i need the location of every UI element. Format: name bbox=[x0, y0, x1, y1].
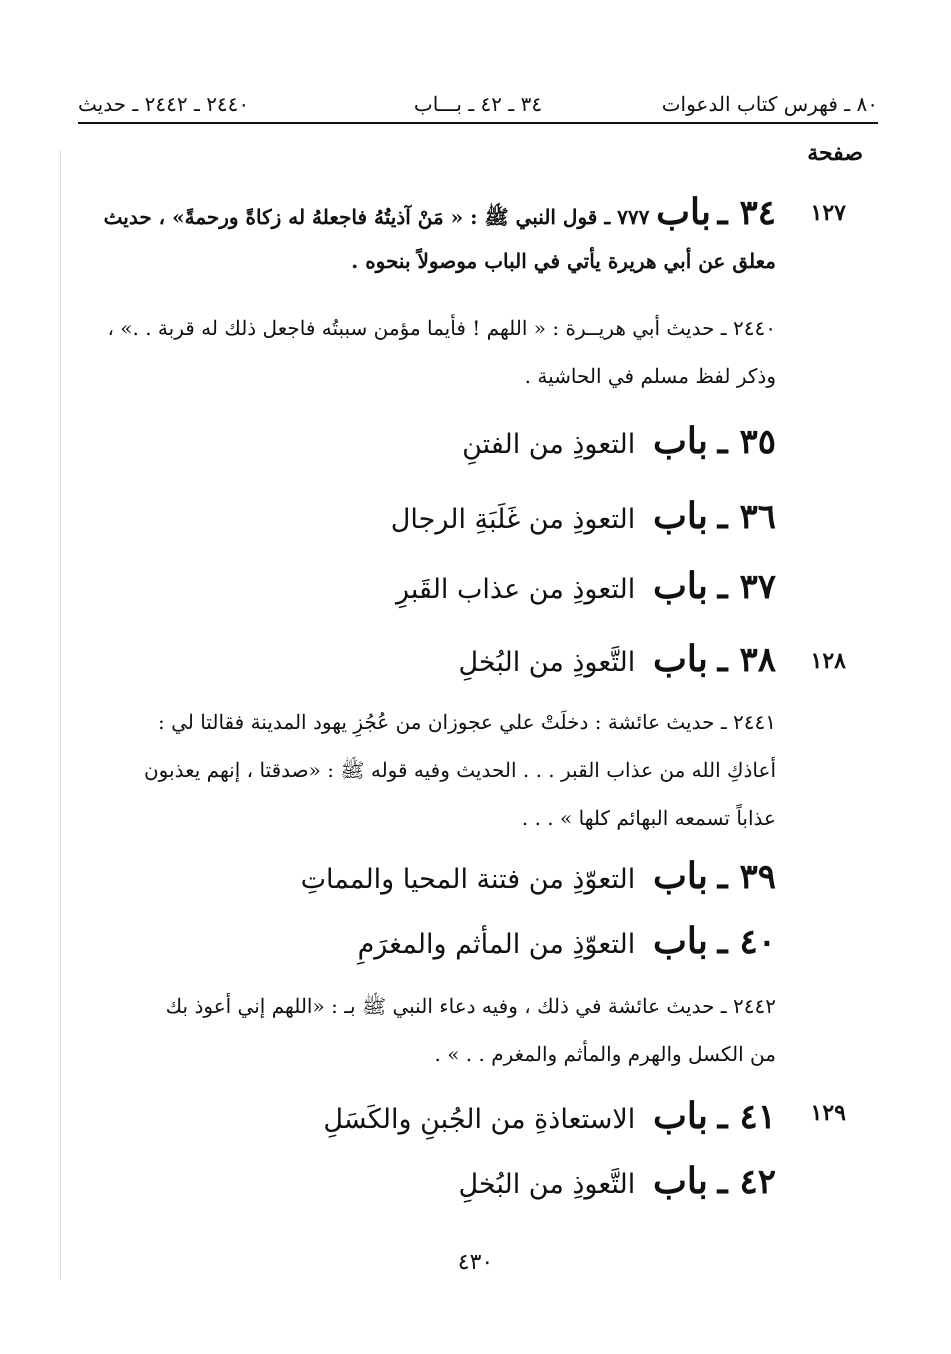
chapter-number: ٣٩ ـ bbox=[717, 857, 776, 897]
chapter-title: التعوذِ من الفتنِ bbox=[462, 429, 636, 460]
hadith-2441 bbox=[71, 698, 776, 842]
page-number-footer: ٤٣٠ bbox=[457, 1250, 494, 1275]
chapter-title: التَّعوذِ من البُخلِ bbox=[458, 647, 636, 678]
chapter-bab: باب bbox=[653, 420, 708, 462]
chapter-number: ٤٢ ـ bbox=[717, 1162, 776, 1202]
chapter-bab: باب bbox=[656, 191, 711, 233]
hadith-line: وذكر لفظ مسلم في الحاشية . bbox=[524, 364, 776, 388]
hadith-2442 bbox=[71, 982, 776, 1078]
page-column-label: صفحة bbox=[807, 140, 863, 166]
chapter-41-heading bbox=[323, 1095, 776, 1137]
chapter-bab: باب bbox=[653, 1095, 708, 1137]
chapter-number: ٤١ ـ bbox=[717, 1097, 776, 1137]
page-ref-128: ١٢٨ bbox=[810, 648, 846, 674]
hadith-line: ٢٤٤٢ ـ حديث عائشة في ذلك ، وفيه دعاء النبي ﷺ بـ : «اللهم إني أعوذ بك bbox=[165, 994, 776, 1018]
chapter-35-heading bbox=[462, 420, 776, 462]
header-chapter-range: ٣٤ ـ ٤٢ ـ بـــاب bbox=[413, 92, 543, 116]
chapter-38-heading bbox=[458, 638, 776, 680]
chapter-number: ٣٧ ـ bbox=[717, 567, 776, 607]
header-book-title: ٨٠ ـ فهرس كتاب الدعوات bbox=[661, 92, 878, 116]
hadith-line: من الكسل والهرم والمأثم والمغرم . . » . bbox=[434, 1042, 776, 1066]
page-ref-127: ١٢٧ bbox=[810, 200, 846, 226]
chapter-39-heading bbox=[301, 855, 776, 897]
chapter-title: التعوذِ من غَلَبَةِ الرجال bbox=[390, 504, 636, 535]
chapter-bab: باب bbox=[653, 565, 708, 607]
chapter-bab: باب bbox=[653, 638, 708, 680]
margin-rule bbox=[60, 150, 61, 1280]
chapter-36-heading bbox=[391, 495, 776, 537]
hadith-line: ٢٤٤٠ ـ حديث أبي هريــرة : « اللهم ! فأيما مؤمن سببتُه فاجعل ذلك له قربة . .» ، bbox=[107, 316, 776, 340]
hadith-line: ٢٤٤١ ـ حديث عائشة : دخلَتْ علي عجوزان من عُجُزِ يهود المدينة فقالتا لي : bbox=[158, 710, 776, 734]
page-ref-129: ١٢٩ bbox=[810, 1100, 846, 1126]
chapter-number: ٣٤ ـ bbox=[717, 193, 776, 233]
chapter-bab: باب bbox=[653, 1160, 708, 1202]
chapter-bab: باب bbox=[653, 920, 708, 962]
hadith-line: عذاباً تسمعه البهائم كلها » . . . bbox=[521, 806, 776, 830]
chapter-34-entry bbox=[71, 188, 776, 285]
chapter-title: التعوّذِ من المأثم والمغرَمِ bbox=[357, 929, 636, 960]
chapter-text-line: معلق عن أبي هريرة يأتي في الباب موصولاً بنحوه . bbox=[351, 249, 776, 273]
chapter-text-line: ٧٧٧ ـ قول النبي ﷺ : « مَنْ آذيتُهُ فاجعلهُ له زكاةً ورحمةً» ، حديث bbox=[103, 205, 650, 229]
chapter-title: الاستعاذةِ من الجُبنِ والكَسَلِ bbox=[323, 1104, 636, 1135]
chapter-title: التعوذِ من عذاب القَبرِ bbox=[395, 574, 636, 605]
chapter-40-heading bbox=[358, 920, 776, 962]
running-header bbox=[78, 88, 878, 124]
hadith-2440 bbox=[71, 304, 776, 400]
chapter-number: ٤٠ ـ bbox=[717, 922, 776, 962]
chapter-bab: باب bbox=[653, 855, 708, 897]
chapter-title: التَّعوذِ من البُخلِ bbox=[458, 1169, 636, 1200]
hadith-line: أعاذكِ الله من عذاب القبر . . . الحديث وفيه قوله ﷺ : «صدقتا ، إنهم يعذبون bbox=[143, 758, 776, 782]
chapter-number: ٣٥ ـ bbox=[717, 422, 776, 462]
chapter-number: ٣٨ ـ bbox=[717, 640, 776, 680]
chapter-number: ٣٦ ـ bbox=[717, 497, 776, 537]
header-hadith-range: ٢٤٤٠ ـ ٢٤٤٢ ـ حديث bbox=[78, 92, 250, 116]
chapter-title: التعوّذِ من فتنة المحيا والمماتِ bbox=[300, 864, 636, 895]
chapter-42-heading bbox=[458, 1160, 776, 1202]
chapter-bab: باب bbox=[653, 495, 708, 537]
chapter-37-heading bbox=[396, 565, 776, 607]
